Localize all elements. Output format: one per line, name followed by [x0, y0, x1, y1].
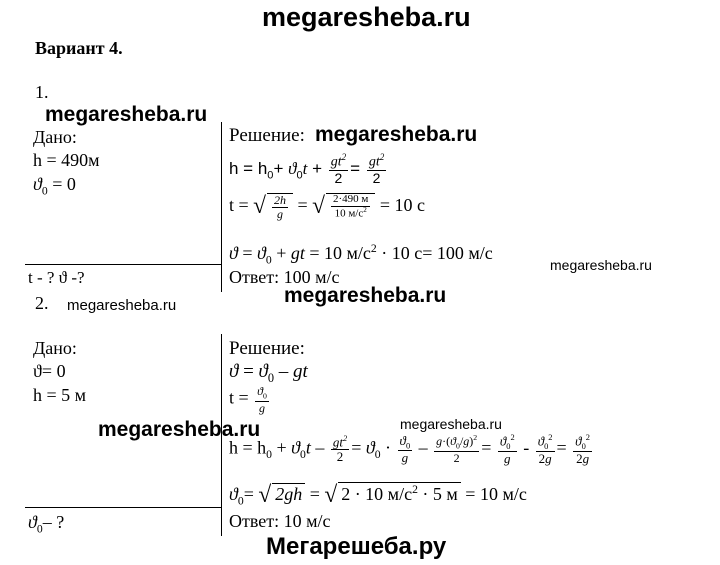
task1-divider-horizontal [25, 264, 222, 265]
task2-number: 2. [35, 293, 49, 313]
task1-answer: Ответ: 100 м/с [229, 267, 340, 287]
task2-eq1: $ϑ = ϑ_0$ – gt [229, 361, 308, 385]
task1-solution-label: Решение: [229, 125, 305, 146]
task2-eq4: $ϑ_0=$ √ 2gh = √ 2 · 10 $м/с^2 \cdot 5$ м = 10 м/с [229, 482, 527, 508]
task2-watermark-mid: megaresheba.ru [284, 284, 447, 307]
task1-watermark-c: megaresheba.ru [550, 257, 652, 273]
task1-dano-label: Дано: [33, 127, 77, 147]
watermark-bottom: Мегарешеба.ру [266, 533, 447, 560]
task2-find: $ϑ_0-$ ? [28, 512, 65, 536]
task2-eq3: $h = h_0 + ϑ_0t$ – $\frac{gt^2}{2}$ = $ϑ_0$ · $\frac{ϑ_0}{g}$ – $\frac{g\cdot(ϑ_0/g)^2}{2}$ = $\frac{ϑ_0^2}{g}$ - $\frac{ϑ_0^2}{2g}$ = $\frac{ϑ_0^2}{2g}$ [229, 432, 590, 466]
task1-given-v0: $ϑ_0 = 0$ [33, 174, 76, 198]
task1-watermark-b: megaresheba.ru [315, 123, 478, 146]
task1-divider-vertical [221, 122, 222, 292]
task2-answer: Ответ: 10 м/с [229, 511, 331, 531]
task2-dano-label: Дано: [33, 338, 77, 358]
task2-watermark-eq: megaresheba.ru [400, 416, 502, 432]
task1-number: 1. [35, 82, 49, 102]
task2-watermark-small: megaresheba.ru [67, 297, 177, 314]
task2-divider-horizontal [25, 507, 222, 508]
task1-find: t - ? ϑ -? [28, 268, 85, 287]
task2-watermark-left: megaresheba.ru [98, 418, 261, 441]
task1-eq3: $ϑ = ϑ_0$ + gt = 10 $м/с^2 \cdot 10$ с= 100 м/с [229, 242, 493, 267]
task1-eq1: $h = h_0+ ϑ_0t$ + $\frac{gt^2}{2}$ = $\frac{gt^2}{2}$ [229, 152, 385, 187]
watermark-top: megaresheba.ru [262, 2, 471, 32]
task1-given-h: h = 490м [33, 150, 100, 170]
task2-given-h: h = 5 м [33, 385, 87, 405]
task1-eq2: t = √ $\frac{2h}{g}$ = √ $\frac{2\cdot 490 м}{10 м/с^2}$ = 10 с [229, 193, 426, 221]
task1-watermark-a: megaresheba.ru [45, 103, 208, 126]
task2-given-v: ϑ= 0 [33, 361, 66, 381]
task2-eq2: t = $\frac{ϑ_0}{g}$ [229, 384, 267, 415]
task2-solution-label: Решение: [229, 338, 305, 359]
page-title: Вариант 4. [35, 38, 123, 58]
